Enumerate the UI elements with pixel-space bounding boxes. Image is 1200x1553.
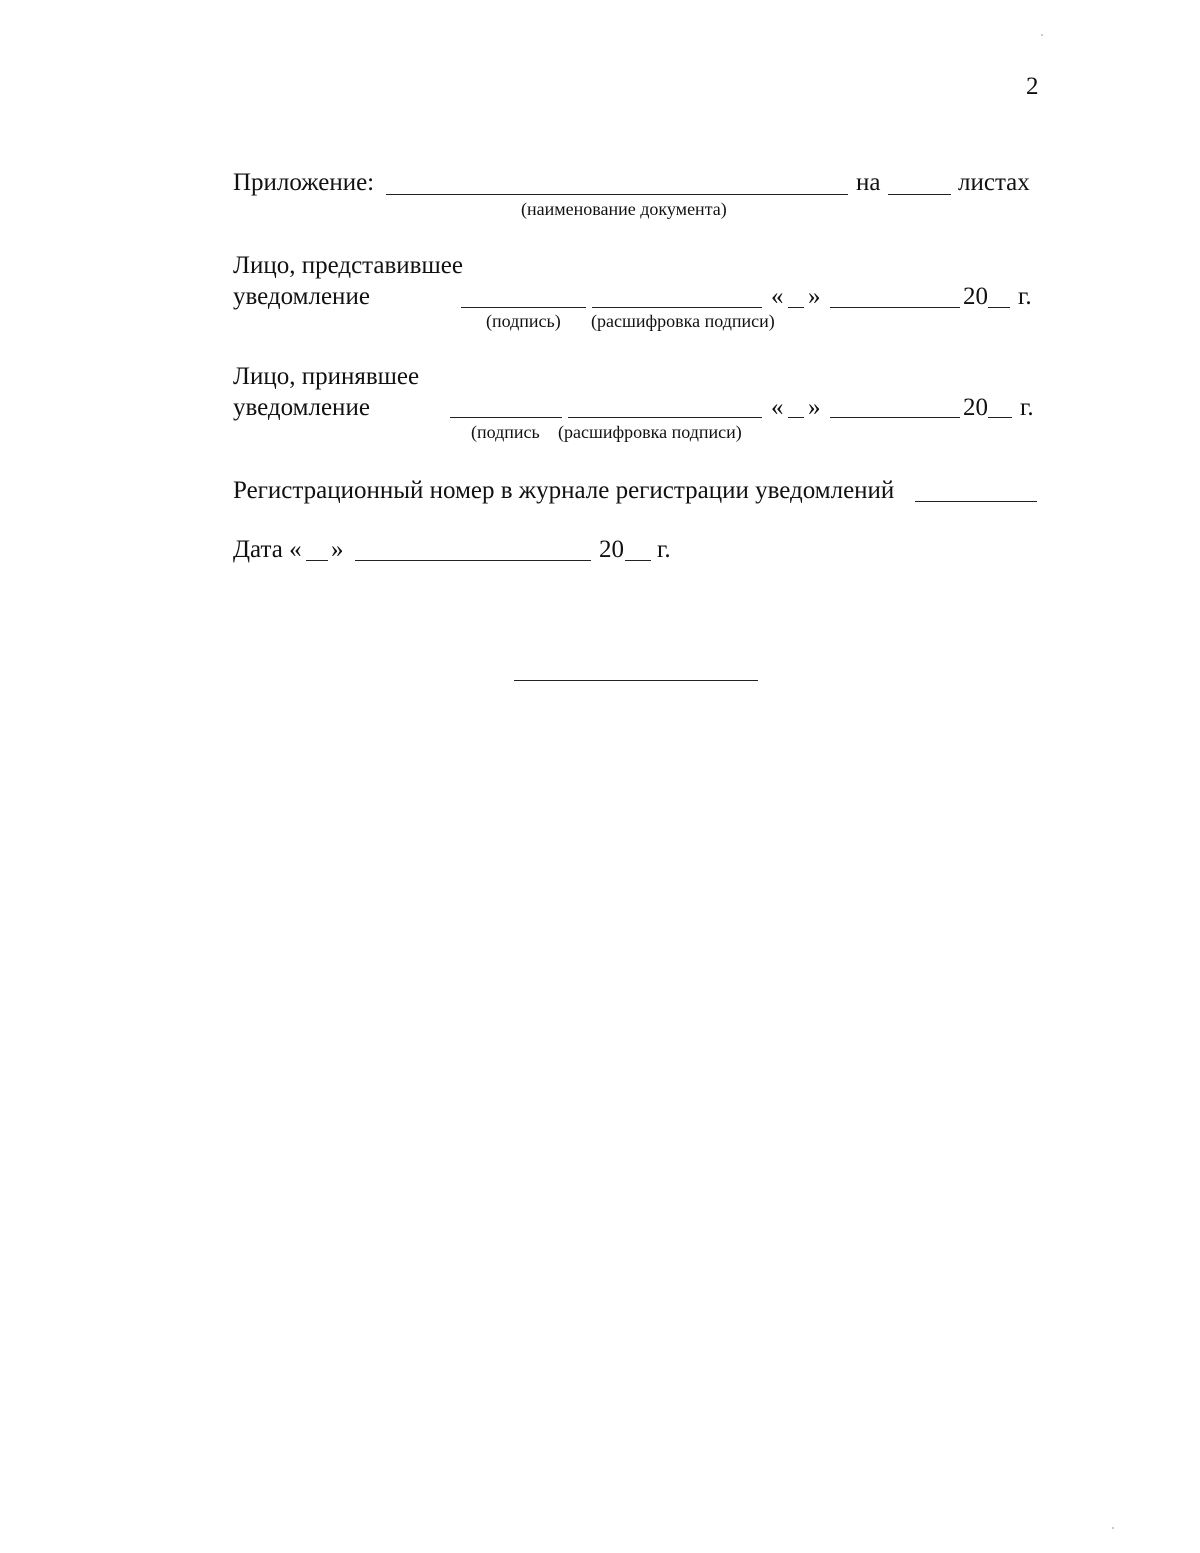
- receiver-year-prefix: 20: [963, 394, 988, 421]
- submitter-label-line2: уведомление: [233, 283, 370, 310]
- submitter-decoding-field[interactable]: [592, 307, 762, 308]
- registration-label: Регистрационный номер в журнале регистрации уведомлений: [233, 477, 895, 504]
- submitter-caption-decoding: (расшифровка подписи): [591, 311, 775, 331]
- submitter-year-suffix: г.: [1018, 283, 1032, 310]
- receiver-year-field[interactable]: [988, 417, 1012, 418]
- scan-speck: [1112, 1527, 1114, 1529]
- submitter-year-field[interactable]: [988, 307, 1010, 308]
- receiver-label-line2: уведомление: [233, 394, 370, 421]
- submitter-quote-open: «: [771, 283, 784, 310]
- date-month-field[interactable]: [355, 560, 591, 561]
- receiver-year-suffix: г.: [1020, 394, 1034, 421]
- receiver-decoding-field[interactable]: [568, 417, 762, 418]
- submitter-signature-field[interactable]: [461, 307, 586, 308]
- date-quote-close: »: [331, 536, 344, 563]
- receiver-day-field[interactable]: [788, 417, 804, 418]
- registration-number-field[interactable]: [915, 501, 1037, 502]
- receiver-caption-decoding: (расшифровка подписи): [558, 422, 742, 442]
- submitter-quote-close: »: [808, 283, 821, 310]
- date-day-field[interactable]: [306, 560, 328, 561]
- closing-separator-line: [514, 680, 758, 681]
- attachment-caption: (наименование документа): [521, 199, 727, 219]
- receiver-quote-open: «: [771, 394, 784, 421]
- attachment-document-name-field[interactable]: [386, 194, 848, 195]
- page-number: 2: [1026, 73, 1039, 100]
- attachment-sheets-text: листах: [958, 169, 1030, 196]
- submitter-day-field[interactable]: [788, 307, 804, 308]
- submitter-year-prefix: 20: [963, 283, 988, 310]
- date-year-field[interactable]: [625, 560, 651, 561]
- date-label: Дата «: [233, 536, 302, 563]
- scan-speck: [1041, 34, 1043, 36]
- submitter-month-field[interactable]: [830, 307, 960, 308]
- attachment-na-text: на: [856, 169, 881, 196]
- date-year-prefix: 20: [599, 536, 624, 563]
- receiver-signature-field[interactable]: [450, 417, 562, 418]
- submitter-label-line1: Лицо, представившее: [233, 252, 463, 279]
- receiver-month-field[interactable]: [830, 417, 960, 418]
- receiver-label-line1: Лицо, принявшее: [233, 363, 420, 390]
- receiver-caption-signature: (подпись: [471, 422, 540, 442]
- submitter-caption-signature: (подпись): [486, 311, 561, 331]
- attachment-sheets-count-field[interactable]: [888, 194, 951, 195]
- receiver-quote-close: »: [808, 394, 821, 421]
- date-year-suffix: г.: [657, 536, 671, 563]
- attachment-label: Приложение:: [233, 169, 375, 196]
